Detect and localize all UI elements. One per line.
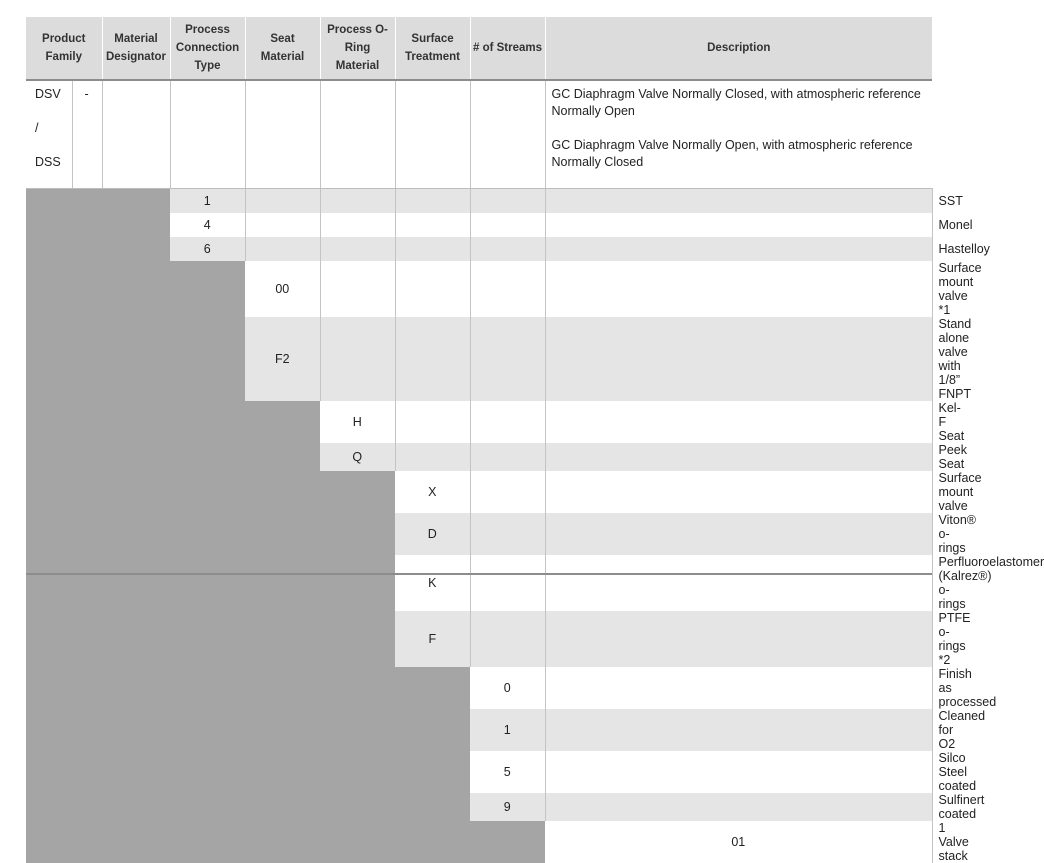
code-cell: Q <box>320 443 395 471</box>
empty-cell <box>245 189 320 214</box>
table-row: K Perfluoroelastomer (Kalrez®) o-rings <box>26 555 932 611</box>
filler-cell <box>470 821 545 863</box>
empty-cell <box>395 213 470 237</box>
code-cell: F <box>395 611 470 667</box>
filler-cell <box>245 471 320 513</box>
empty-cell <box>395 237 470 261</box>
filler-cell <box>102 317 170 401</box>
empty-cell <box>395 80 470 189</box>
filler-cell <box>26 751 102 793</box>
family-description-1: GC Diaphragm Valve Normally Closed, with atmospheric reference Normally Open <box>551 87 921 118</box>
filler-cell <box>320 513 395 555</box>
filler-cell <box>102 793 170 821</box>
filler-cell <box>102 401 170 443</box>
header-description: Description <box>545 17 932 80</box>
table-row: 0 Finish as processed <box>26 667 932 709</box>
empty-cell <box>545 751 932 793</box>
table-row: F2 Stand alone valve with 1/8” FNPT <box>26 317 932 401</box>
empty-cell <box>395 261 470 317</box>
filler-cell <box>102 189 170 214</box>
empty-cell <box>245 80 320 189</box>
code-cell: 9 <box>470 793 545 821</box>
code-cell: 01 <box>545 821 932 863</box>
product-family-row <box>26 80 932 189</box>
empty-cell <box>320 261 395 317</box>
filler-cell <box>102 751 170 793</box>
filler-cell <box>395 793 470 821</box>
table-row: 5 Silco Steel coated <box>26 751 932 793</box>
empty-cell <box>320 189 395 214</box>
empty-cell <box>470 189 545 214</box>
filler-cell <box>102 513 170 555</box>
table-row: 01 1 Valve stack <box>26 821 932 863</box>
empty-cell <box>395 189 470 214</box>
filler-cell <box>170 667 245 709</box>
filler-cell <box>320 611 395 667</box>
filler-cell <box>170 513 245 555</box>
filler-cell <box>245 443 320 471</box>
header-process-oring-material: Process O-Ring Material <box>320 17 395 80</box>
filler-cell <box>26 611 102 667</box>
empty-cell <box>470 443 545 471</box>
empty-cell <box>470 237 545 261</box>
empty-cell <box>545 555 932 611</box>
filler-cell <box>26 471 102 513</box>
filler-cell <box>26 709 102 751</box>
empty-cell <box>470 471 545 513</box>
filler-cell <box>26 513 102 555</box>
table-row: 6 Hastelloy <box>26 237 932 261</box>
filler-cell <box>245 513 320 555</box>
filler-cell <box>245 821 320 863</box>
code-cell: 1 <box>470 709 545 751</box>
code-cell: K <box>395 555 470 611</box>
filler-cell <box>245 751 320 793</box>
filler-cell <box>320 471 395 513</box>
empty-cell <box>470 555 545 611</box>
empty-cell <box>545 317 932 401</box>
filler-cell <box>102 471 170 513</box>
table-row: F PTFE o-rings *2 <box>26 611 932 667</box>
header-row <box>26 17 932 80</box>
empty-cell <box>545 443 932 471</box>
filler-cell <box>170 555 245 611</box>
empty-cell <box>102 80 170 189</box>
filler-cell <box>26 821 102 863</box>
filler-cell <box>26 261 102 317</box>
filler-cell <box>102 213 170 237</box>
family-dss: DSS <box>35 155 61 169</box>
table-row: 1 SST <box>26 189 932 214</box>
family-dash-cell <box>72 80 102 189</box>
filler-cell <box>26 237 102 261</box>
empty-cell <box>545 709 932 751</box>
empty-cell <box>320 237 395 261</box>
filler-cell <box>26 667 102 709</box>
filler-cell <box>170 261 245 317</box>
filler-cell <box>320 793 395 821</box>
filler-cell <box>170 611 245 667</box>
empty-cell <box>470 80 545 189</box>
filler-cell <box>170 793 245 821</box>
empty-cell <box>470 213 545 237</box>
filler-cell <box>26 213 102 237</box>
empty-cell <box>320 80 395 189</box>
filler-cell <box>170 751 245 793</box>
filler-cell <box>170 443 245 471</box>
family-dsv: DSV <box>35 87 61 101</box>
filler-cell <box>102 237 170 261</box>
header-material-designator: Material Designator <box>102 17 170 80</box>
filler-cell <box>102 261 170 317</box>
filler-cell <box>170 709 245 751</box>
empty-cell <box>395 443 470 471</box>
empty-cell <box>320 317 395 401</box>
empty-cell <box>395 317 470 401</box>
code-cell: 4 <box>170 213 245 237</box>
family-description-cell <box>545 80 932 189</box>
code-cell: 6 <box>170 237 245 261</box>
filler-cell <box>245 611 320 667</box>
empty-cell <box>545 237 932 261</box>
product-family-cell <box>26 80 72 189</box>
empty-cell <box>395 401 470 443</box>
filler-cell <box>245 667 320 709</box>
empty-cell <box>545 401 932 443</box>
filler-cell <box>320 709 395 751</box>
model-code-table <box>26 17 1044 863</box>
filler-cell <box>395 667 470 709</box>
table-row: Q Peek Seat <box>26 443 932 471</box>
code-cell: 1 <box>170 189 245 214</box>
filler-cell <box>395 709 470 751</box>
filler-cell <box>320 751 395 793</box>
table-row: 00 Surface mount valve *1 <box>26 261 932 317</box>
code-cell: F2 <box>245 317 320 401</box>
header-seat-material: Seat Material <box>245 17 320 80</box>
code-cell: X <box>395 471 470 513</box>
filler-cell <box>102 667 170 709</box>
empty-cell <box>545 189 932 214</box>
header-surface-treatment: Surface Treatment <box>395 17 470 80</box>
filler-cell <box>320 555 395 611</box>
empty-cell <box>545 261 932 317</box>
empty-cell <box>170 80 245 189</box>
code-cell: 00 <box>245 261 320 317</box>
empty-cell <box>470 261 545 317</box>
filler-cell <box>102 821 170 863</box>
filler-cell <box>170 401 245 443</box>
filler-cell <box>26 555 102 611</box>
empty-cell <box>545 793 932 821</box>
family-dash: - <box>84 87 89 101</box>
table-row: D Viton® o-rings <box>26 513 932 555</box>
filler-cell <box>320 821 395 863</box>
filler-cell <box>102 443 170 471</box>
filler-cell <box>26 401 102 443</box>
table-row: H Kel-F Seat <box>26 401 932 443</box>
filler-cell <box>245 555 320 611</box>
empty-cell <box>545 471 932 513</box>
empty-cell <box>545 213 932 237</box>
filler-cell <box>26 793 102 821</box>
filler-cell <box>320 667 395 709</box>
code-cell: 0 <box>470 667 545 709</box>
filler-cell <box>26 443 102 471</box>
family-slash: / <box>35 121 39 135</box>
filler-cell <box>102 709 170 751</box>
table-bottom-rule <box>26 573 932 575</box>
filler-cell <box>170 821 245 863</box>
empty-cell <box>545 667 932 709</box>
header-product-family: Product Family <box>26 17 102 80</box>
table-row: 9 Sulfinert coated <box>26 793 932 821</box>
filler-cell <box>26 189 102 214</box>
family-description-2: GC Diaphragm Valve Normally Open, with atmospheric reference Normally Closed <box>551 138 913 169</box>
filler-cell <box>26 317 102 401</box>
filler-cell <box>395 821 470 863</box>
code-cell: 5 <box>470 751 545 793</box>
filler-cell <box>102 611 170 667</box>
filler-cell <box>245 793 320 821</box>
empty-cell <box>245 213 320 237</box>
header-number-of-streams: # of Streams <box>470 17 545 80</box>
empty-cell <box>545 513 932 555</box>
empty-cell <box>245 237 320 261</box>
empty-cell <box>470 317 545 401</box>
model-code-table-container <box>26 17 1044 863</box>
filler-cell <box>170 471 245 513</box>
empty-cell <box>470 611 545 667</box>
filler-cell <box>245 709 320 751</box>
filler-cell <box>170 317 245 401</box>
header-process-connection-type: Process Connection Type <box>170 17 245 80</box>
table-row: 1 Cleaned for O2 <box>26 709 932 751</box>
code-cell: D <box>395 513 470 555</box>
filler-cell <box>245 401 320 443</box>
filler-cell <box>395 751 470 793</box>
empty-cell <box>470 401 545 443</box>
empty-cell <box>545 611 932 667</box>
empty-cell <box>320 213 395 237</box>
filler-cell <box>102 555 170 611</box>
empty-cell <box>470 513 545 555</box>
code-cell: H <box>320 401 395 443</box>
table-row: 4 Monel <box>26 213 932 237</box>
table-row: X Surface mount valve <box>26 471 932 513</box>
